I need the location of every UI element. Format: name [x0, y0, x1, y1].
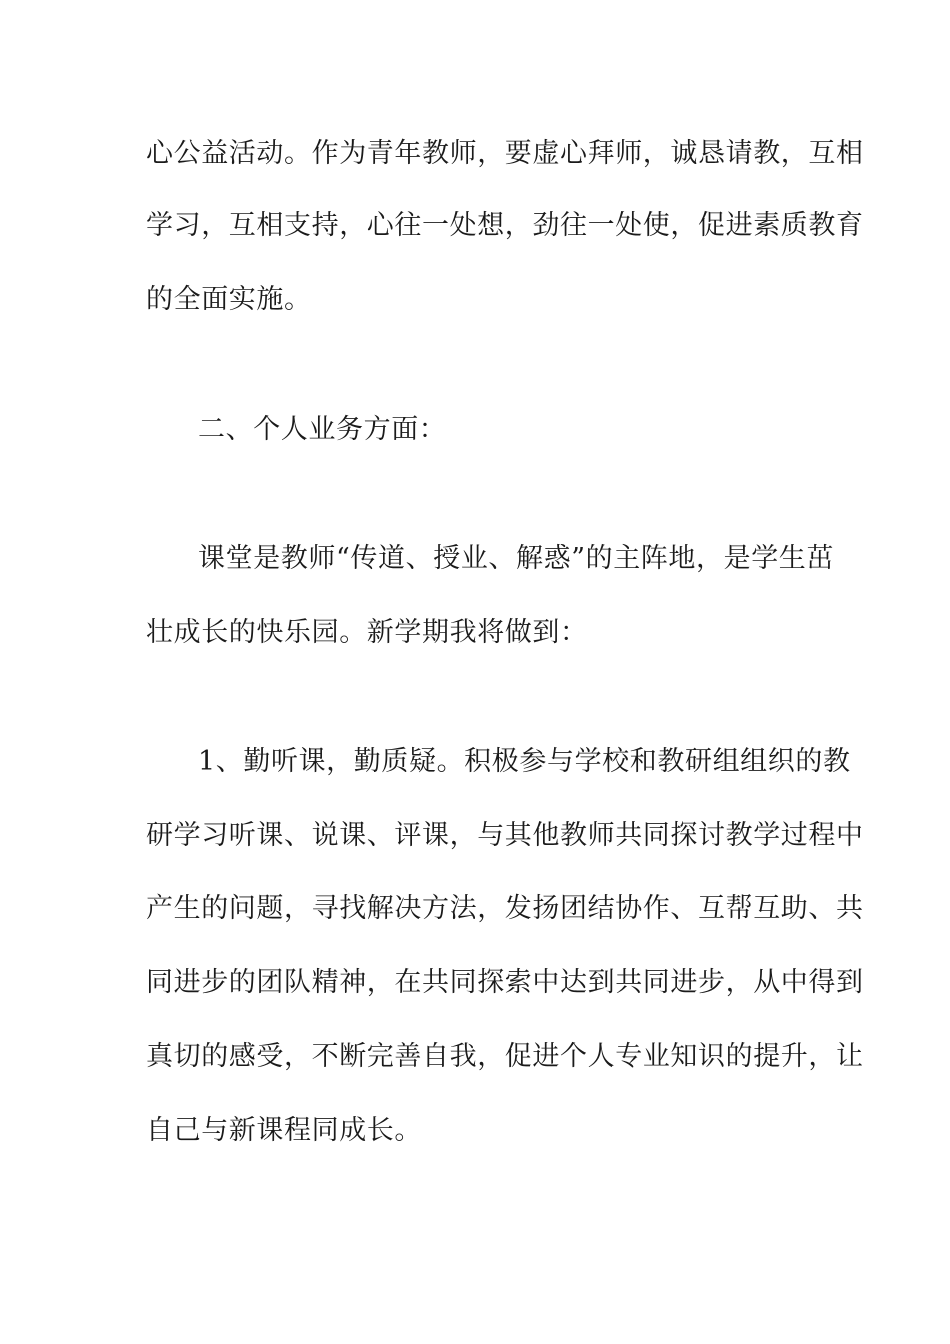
- text-line: 自己与新课程同成长。: [146, 1115, 422, 1146]
- text-line: 真切的感受，不断完善自我，促进个人专业知识的提升，让: [146, 1041, 864, 1072]
- text-line: 心公益活动。作为青年教师，要虚心拜师，诚恳请教，互相: [146, 138, 864, 169]
- text-line: 研学习听课、说课、评课，与其他教师共同探讨教学过程中: [146, 820, 864, 851]
- text-line: 学习，互相支持，心往一处想，劲往一处使，促进素质教育: [146, 210, 864, 241]
- text-line: 的全面实施。: [146, 284, 312, 315]
- text-line: 1、勤听课，勤质疑。积极参与学校和教研组组织的教: [198, 746, 851, 777]
- text-line: 课堂是教师“传道、授业、解惑”的主阵地，是学生茁: [198, 543, 835, 574]
- text-line: 同进步的团队精神，在共同探索中达到共同进步，从中得到: [146, 967, 864, 998]
- text-line: 壮成长的快乐园。新学期我将做到：: [146, 617, 588, 648]
- text-line: 产生的问题，寻找解决方法，发扬团结协作、互帮互助、共: [146, 893, 864, 924]
- heading-line: 二、个人业务方面：: [198, 414, 447, 445]
